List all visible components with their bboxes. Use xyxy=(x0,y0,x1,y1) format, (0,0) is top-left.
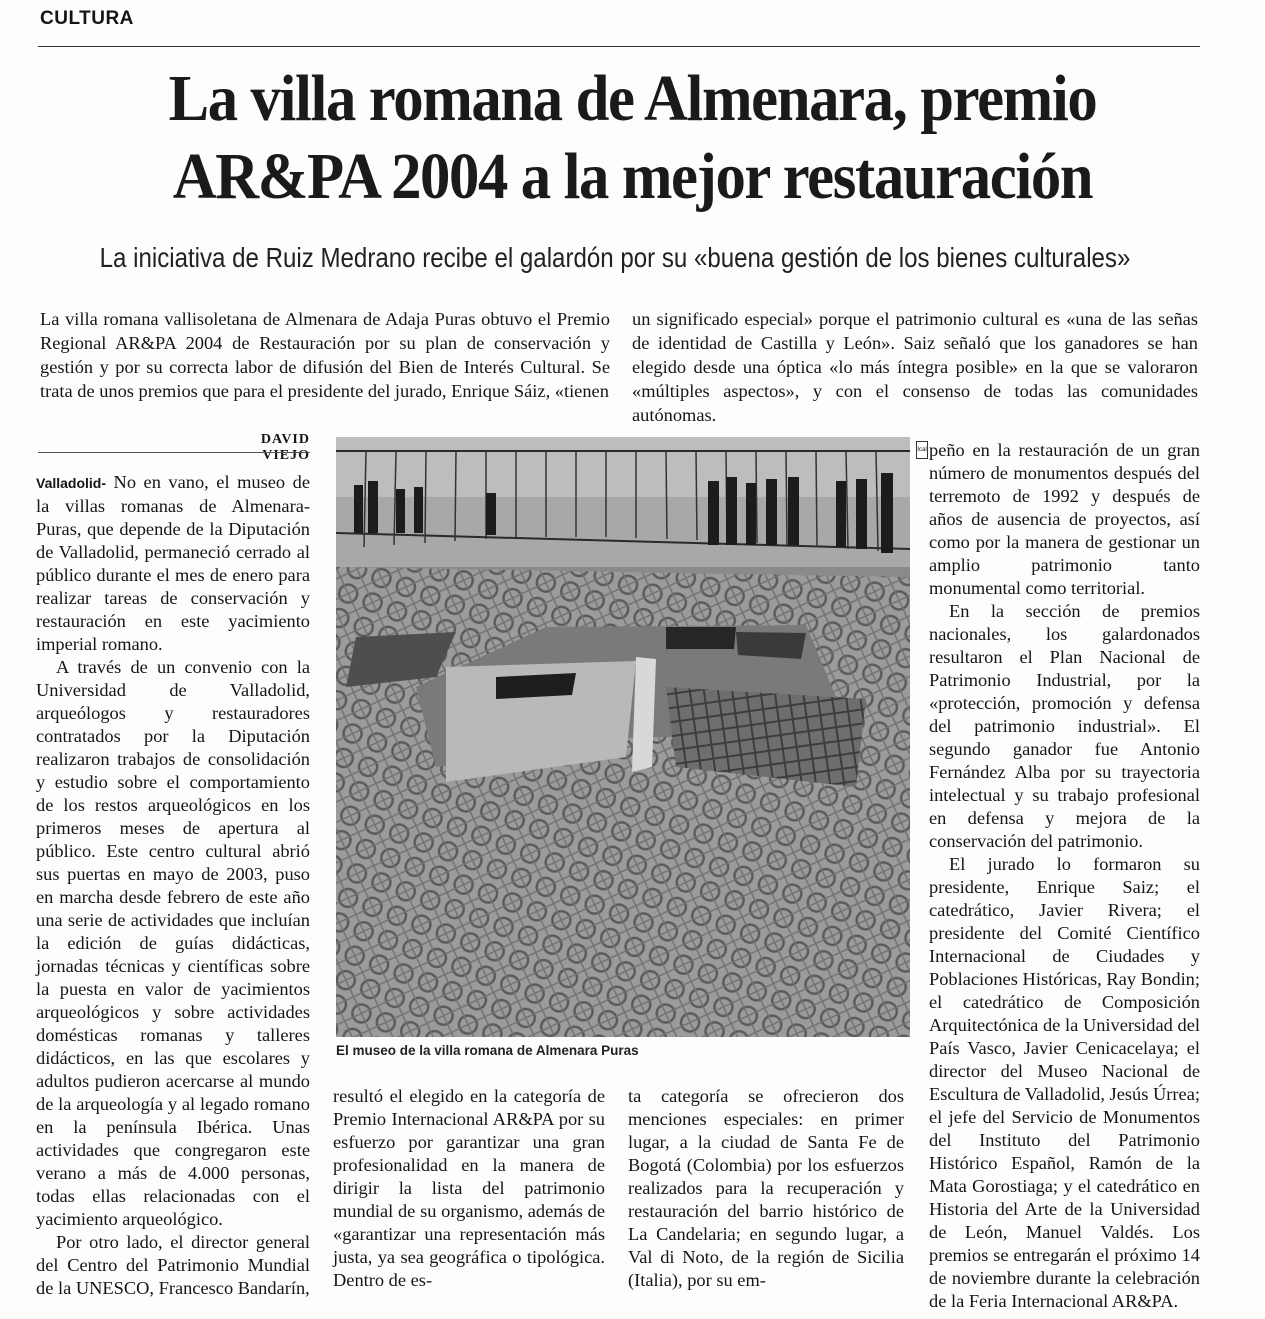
byline: DAVID VIEJO xyxy=(260,432,310,463)
subheadline: La iniciativa de Ruiz Medrano recibe el galardón por su «buena gestión de los bienes culturales» xyxy=(99,242,1131,273)
headline-line-2: AR&PA 2004 a la mejor restauración xyxy=(172,140,1093,213)
column-2 xyxy=(333,1085,605,1292)
lede-right: un significado especial» porque el patrimonio cultural es «una de las señas de identidad de Castilla y León». Saiz señaló que los ganadores se han elegido desde una óptica «lo más íntegra posible» en la que se valoraron «múltiples aspectos», y con el consenso de todas las comunidades autónomas. xyxy=(632,309,1198,425)
photo-illustration xyxy=(336,437,910,1037)
col2-paragraph: resultó el elegido en la categoría de Premio Internacional AR&PA por su esfuerzo por garantizar una gran profesionalidad en la manera de dirigir la lista del patrimonio mundial de su organismo, además de «garantizar una representación más justa, ya sea geográfica o tipológica. Dentro de es- xyxy=(333,1086,605,1290)
byline-rule xyxy=(38,452,310,453)
article-photo xyxy=(336,437,910,1037)
col1-paragraph-1: Valladolid- No en vano, el museo de la villas romanas de Almenara-Puras, que depende de la Diputación de Valladolid, permaneció cerrado al público durante el mes de enero para realizar tareas de conservación y restauración en este yacimiento imperial romano. xyxy=(36,472,310,654)
col3-paragraph: ta categoría se ofrecieron dos menciones especiales: en primer lugar, a la ciudad de Santa Fe de Bogotá (Colombia) por los esfuerzos realizados para la recuperación y restauración del barrio histórico de La Candelaria; en segundo lugar, a Val di Noto, de la región de Sicilia (Italia), por su em- xyxy=(628,1086,904,1290)
col4-paragraph-1: peño en la restauración de un gran número de monumentos después del terremoto de 1992 y después de años de ausencia de proyectos, así como por la manera de gestionar un amplio patrimonio tanto monumental como territorial. xyxy=(929,440,1200,598)
section-rule xyxy=(38,46,1200,47)
photo-credit: Ical xyxy=(916,441,928,459)
col4-paragraph-3: El jurado lo formaron su presidente, Enrique Saiz; el catedrático, Javier Rivera; el presidente del Comité Científico Internacional de Ciudades y Poblaciones Históricas, Ray Bondin; el catedrático de Composición Arquitectónica de la Universidad del País Vasco, Javier Cenicacelaya; el director del Museo Nacional de Escultura de Valladolid, Jesús Úrrea; el jefe del Servicio de Monumentos del Instituto del Patrimonio Histórico Español, Ramón de la Mata Gorostiaga; y el catedrático en Historia del Arte de la Universidad de León, Manuel Valdés. Los premios se entregarán el próximo 14 de noviembre durante la celebración de la Feria Internacional AR&PA. xyxy=(929,854,1200,1311)
lede-left: La villa romana vallisoletana de Almenara de Adaja Puras obtuvo el Premio Regional AR&PA 2004 de Restauración por su plan de conservación y gestión y por su correcta labor de difusión del Bien de Interés Cultural. Se trata de unos premios que para el presidente del jurado, Enrique Sáiz, «tienen xyxy=(40,309,610,401)
column-4 xyxy=(929,439,1200,1313)
photo-caption: El museo de la villa romana de Almenara Puras xyxy=(336,1043,639,1058)
col1-paragraph-3: Por otro lado, el director general del Centro del Patrimonio Mundial de la UNESCO, Francesco Bandarín, xyxy=(36,1232,310,1298)
dateline: Valladolid- xyxy=(36,475,107,491)
column-3 xyxy=(628,1085,904,1292)
column-1 xyxy=(36,471,310,1300)
col4-paragraph-2: En la sección de premios nacionales, los galardonados resultaron el Plan Nacional de Patrimonio Industrial, por la «protección, promoción y defensa del patrimonio industrial». El segundo ganador fue Antonio Fernández Alba por su trayectoria intelectual y su trabajo profesional en defensa y mejora de la conservación del patrimonio. xyxy=(929,601,1200,851)
headline xyxy=(97,60,1169,216)
col1-paragraph-2: A través de un convenio con la Universidad de Valladolid, arqueólogos y restauradores contratados por la Diputación realizaron trabajos de consolidación y estudio sobre el comportamiento de los restos arqueológicos en los primeros meses de apertura al público. Este centro cultural abrió sus puertas en mayo de 2003, puso en marcha desde febrero de este año una serie de actividades que incluían la edición de guías didácticas, jornadas técnicas y científicas sobre la puesta en valor de yacimientos arqueológicos y sobre actividades domésticas romanas y talleres didácticos, en las que escolares y adultos pudieron acercarse al mundo de la arqueología y al legado romano en la península Ibérica. Unas actividades que congregaron este verano a más de 4.000 personas, todas ellas relacionadas con el yacimiento arqueológico. xyxy=(36,657,310,1229)
headline-line-1: La villa romana de Almenara, premio xyxy=(168,62,1097,135)
section-label: CULTURA xyxy=(40,8,134,29)
